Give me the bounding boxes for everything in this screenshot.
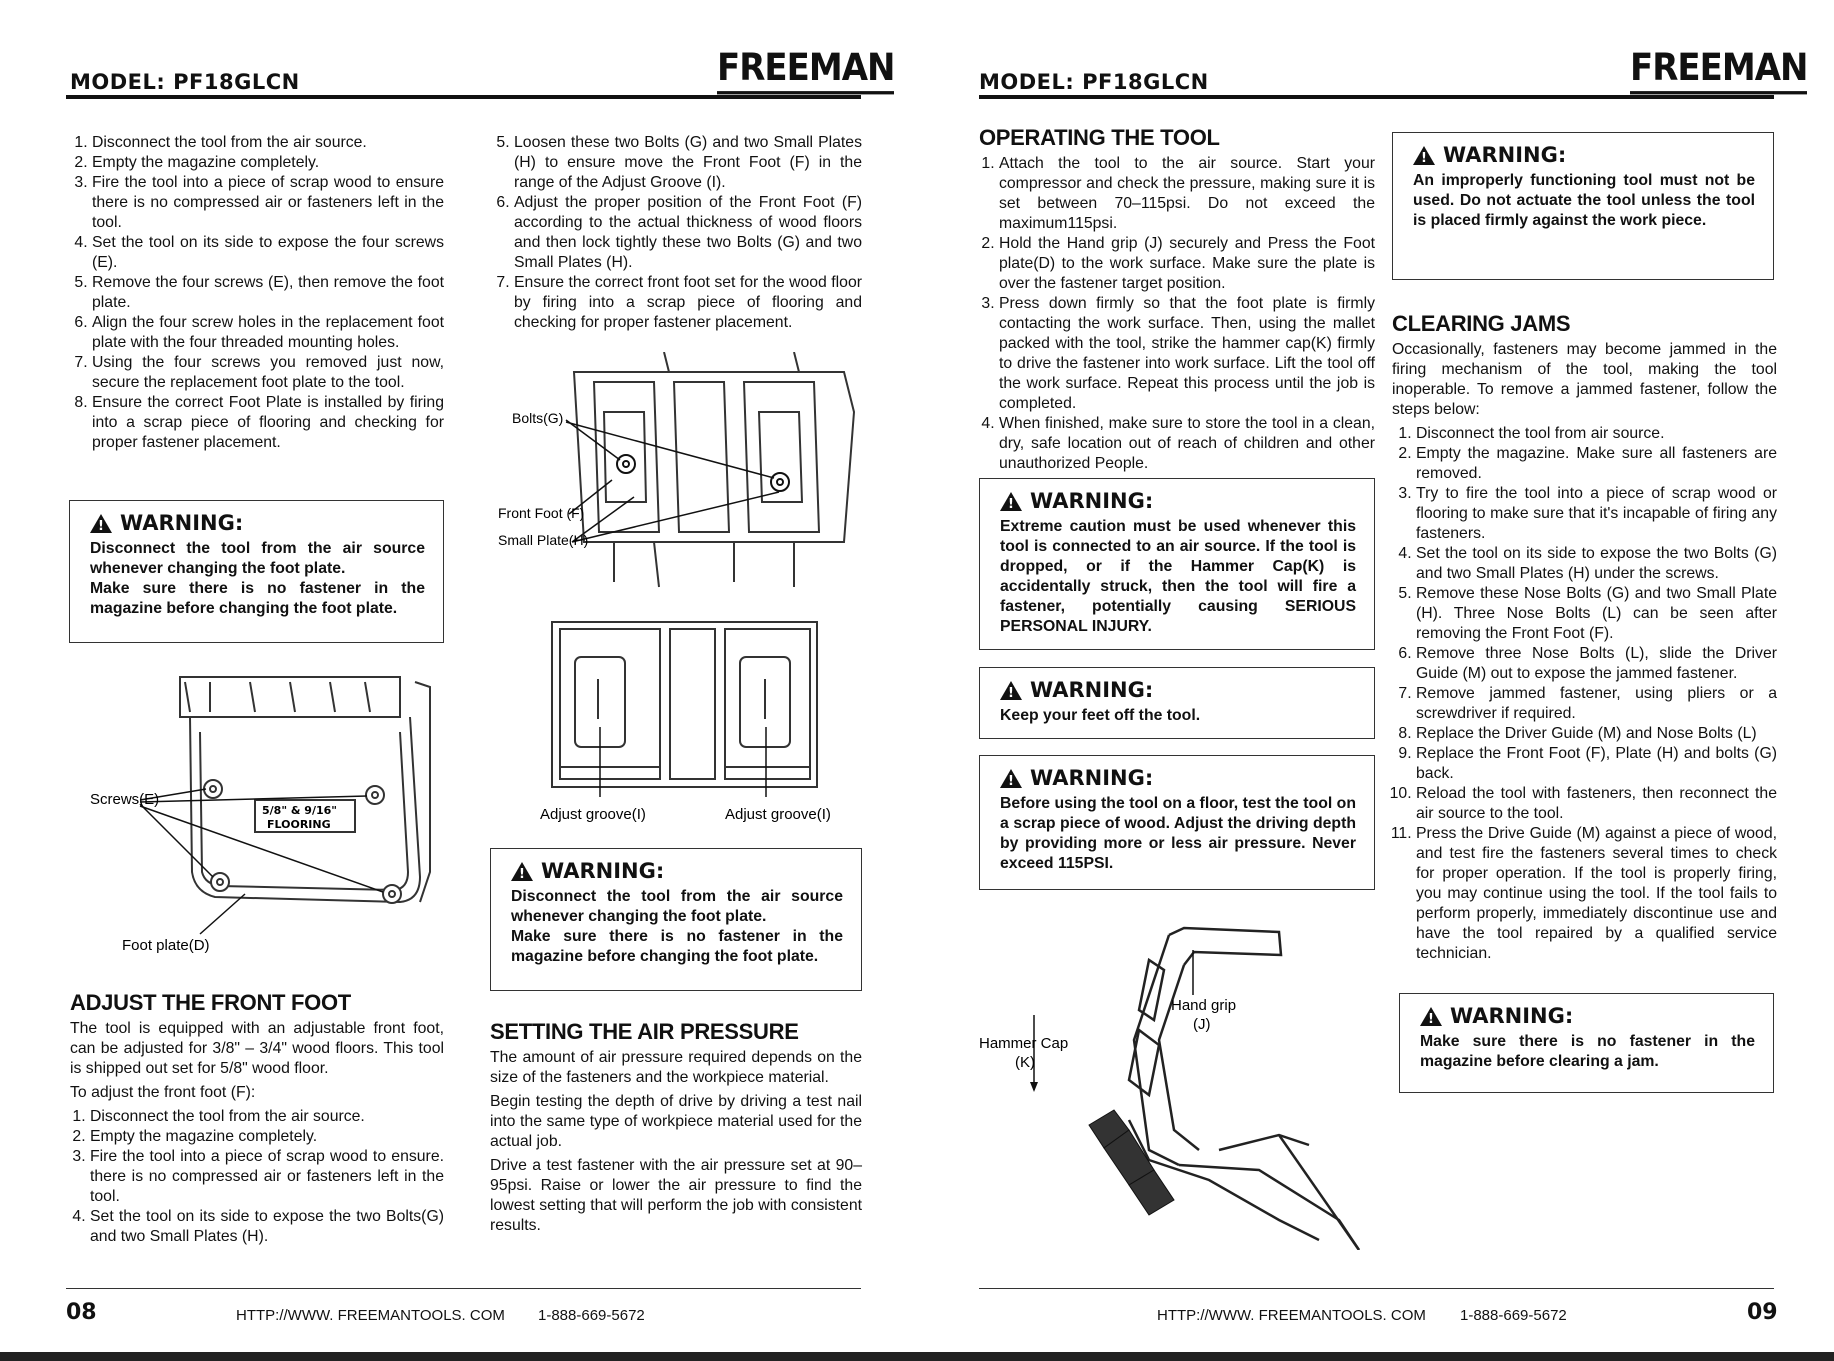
list-item: 1. Disconnect the tool from the air source. bbox=[90, 1107, 444, 1127]
warning-box: ! WARNING: An improperly functioning tool must not be used. Do not actuate the tool unless the tool is placed firmly against the work piece. bbox=[1392, 132, 1774, 280]
list-item: 3. Fire the tool into a piece of scrap wood to ensure there is no compressed air or fasteners left in the tool. bbox=[92, 173, 444, 233]
small-plate-label: Small Plate(H) bbox=[498, 532, 589, 548]
header-rule bbox=[979, 95, 1774, 99]
hand-grip-label: Hand grip bbox=[1171, 997, 1237, 1014]
header-rule bbox=[66, 95, 861, 99]
warning-icon bbox=[90, 514, 112, 533]
model-title: MODEL: PF18GLCN bbox=[70, 70, 300, 94]
warning-box: ! WARNING: Disconnect the tool from the air source whenever changing the foot plate. Make sure there is no fastener in the magazine before changing the foot plate. bbox=[69, 500, 444, 643]
foot-plate-drawing bbox=[70, 672, 450, 962]
flooring-nailer-drawing bbox=[979, 920, 1369, 1250]
warning-box: ! WARNING: Before using the tool on a floor, test the tool on a scrap piece of wood. Adjust the driving depth by providing more or less air pressure. Never exceed 115PSI. bbox=[979, 755, 1375, 890]
list-item: 1. Attach the tool to the air source. Start your compressor and check the pressure, making sure it is set between 70–115psi. Do not exceed the maximum115psi. bbox=[999, 154, 1375, 234]
list-item: 2. Hold the Hand grip (J) securely and Press the Foot plate(D) to the work surface. Make sure the plate is over the fastener target position. bbox=[999, 234, 1375, 294]
right-page bbox=[917, 0, 1834, 1361]
list-item: 6. Adjust the proper position of the Front Foot (F) according to the actual thickness of wood floors and then lock tightly these two Bolts (G) and two Small Plates (H). bbox=[514, 193, 862, 273]
foot-plate-steps bbox=[72, 133, 444, 453]
list-item: 4. Set the tool on its side to expose the two Bolts(G) and two Small Plates (H). bbox=[90, 1207, 444, 1247]
list-item: 6. Remove three Nose Bolts (L), slide the Driver Guide (M) out to expose the jammed fastener. bbox=[1416, 644, 1777, 684]
list-item: 5. Remove these Nose Bolts (G) and two Small Plate (H). Three Nose Bolts (L) can be seen after removing the Front Foot (F). bbox=[1416, 584, 1777, 644]
list-item: 1. Disconnect the tool from air source. bbox=[1416, 424, 1777, 444]
warning-icon bbox=[1000, 492, 1022, 511]
warning-icon bbox=[1000, 769, 1022, 788]
list-item: 4. When finished, make sure to store the tool in a clean, dry, safe location out of reach of children and other unauthorized People. bbox=[999, 414, 1375, 474]
list-item: 2. Empty the magazine completely. bbox=[90, 1127, 444, 1147]
warning-icon bbox=[1413, 146, 1435, 165]
screws-label: Screws(E) bbox=[90, 791, 160, 808]
model-title: MODEL: PF18GLCN bbox=[979, 70, 1209, 94]
list-item: 8. Replace the Driver Guide (M) and Nose Bolts (L) bbox=[1416, 724, 1777, 744]
warning-icon bbox=[1420, 1007, 1442, 1026]
page-number: 08 bbox=[66, 1300, 97, 1325]
list-item: 7. Ensure the correct front foot set for the wood floor by firing into a scrap piece of flooring and checking for proper fastener placement. bbox=[514, 273, 862, 333]
list-item: 10. Reload the tool with fasteners, then reconnect the air source to the tool. bbox=[1416, 784, 1777, 824]
footer-phone: 1-888-669-5672 bbox=[1460, 1307, 1567, 1324]
clearing-jams-section: CLEARING JAMS Occasionally, fasteners may become jammed in the firing mechanism of the tool, making the tool inoperable. To remove a jammed fastener, follow the steps below: 1. Disconnect the tool from air source. 2. Empty the magazine. Make sure all fasteners are removed. 3. Try to fire the tool into a piece of scrap wood or flooring to make sure that it's incapable of firing any fasteners. 4. Set the tool on its side to expose the two Bolts (G) and two Small Plates (H) under the screws. 5. Remove these Nose Bolts (G) and two Small Plate (H). Three Nose Bolts (L) can be seen after removing the Front Foot (F). 6. Remove three Nose Bolts (L), slide the Driver Guide (M) out to expose the jammed fastener. 7. Remove jammed fastener, using pliers or a screwdriver if required. 8. Replace the Driver Guide (M) and Nose Bolts (L) 9. Replace the Front Foot (F), Plate (H) and bolts (G) back. 10. Reload the tool with fasteners, then reconnect the air source to the tool. 11. Press the Drive Guide (M) against a piece of wood, and test fire the fasteners several times to check for proper operation. If the tool is properly firing, you may continue using the tool. If the tool fails to perform properly, immediately discontinue use and have the tool repaired by a qualified service technician. bbox=[1392, 314, 1777, 964]
scan-bottom-band bbox=[0, 1352, 1834, 1361]
list-item: 5. Loosen these two Bolts (G) and two Small Plates (H) to ensure move the Front Foot (F) in the range of the Adjust Groove (I). bbox=[514, 133, 862, 193]
page-number: 09 bbox=[1747, 1300, 1778, 1325]
hand-grip-letter: (J) bbox=[1193, 1016, 1211, 1033]
operating-section bbox=[979, 125, 1375, 474]
list-item: 2. Empty the magazine. Make sure all fasteners are removed. bbox=[1416, 444, 1777, 484]
list-item: 1. Disconnect the tool from the air source. bbox=[92, 133, 444, 153]
footer-rule bbox=[979, 1288, 1774, 1289]
list-item: 5. Remove the four screws (E), then remove the foot plate. bbox=[92, 273, 444, 313]
adjust-front-foot-section: ADJUST THE FRONT FOOT The tool is equipped with an adjustable front foot, can be adjusted for 3/8" – 3/4" wood floors. This tool is shipped out set for 5/8" wood floor. To adjust the front foot (F): 1. Disconnect the tool from the air source. 2. Empty the magazine completely. 3. Fire the tool into a piece of scrap wood to ensure. there is no compressed air or fasteners left in the tool. 4. Set the tool on its side to expose the two Bolts(G) and two Small Plates (H). bbox=[70, 993, 444, 1247]
list-item: 3. Try to fire the tool into a piece of scrap wood or flooring to make sure that it's incapable of firing any fasteners. bbox=[1416, 484, 1777, 544]
hammer-cap-label: Hammer Cap bbox=[979, 1035, 1069, 1052]
section-heading: ADJUST THE FRONT FOOT bbox=[70, 990, 351, 1015]
warning-icon bbox=[511, 862, 533, 881]
groove-right-label: Adjust groove(I) bbox=[725, 806, 831, 823]
foot-plate-figure bbox=[70, 672, 450, 962]
air-pressure-section: SETTING THE AIR PRESSURE The amount of air pressure required depends on the size of the fasteners and the workpiece material. Begin testing the depth of drive by driving a test nail into the same type of workpiece material used for the actual job. Drive a test fastener with the air pressure set at 90–95psi. Raise or lower the air pressure to find the lowest setting that will perform the job with consistent results. bbox=[490, 1019, 862, 1234]
front-foot-figure bbox=[494, 352, 864, 592]
plate-flooring-text: FLOORING bbox=[267, 818, 331, 831]
list-item: 2. Empty the magazine completely. bbox=[92, 153, 444, 173]
adjust-groove-drawing bbox=[540, 617, 860, 827]
warning-box: ! WARNING: Disconnect the tool from the air source whenever changing the foot plate. Make sure there is no fastener in the magazine before changing the foot plate. bbox=[490, 848, 862, 991]
section-heading: OPERATING THE TOOL bbox=[979, 125, 1220, 150]
list-item: 3. Fire the tool into a piece of scrap wood to ensure. there is no compressed air or fasteners left in the tool. bbox=[90, 1147, 444, 1207]
section-heading: CLEARING JAMS bbox=[1392, 311, 1571, 336]
footer-url: HTTP://WWW. FREEMANTOOLS. COM bbox=[236, 1307, 505, 1324]
list-item: 6. Align the four screw holes in the replacement foot plate with the four threaded mounting holes. bbox=[92, 313, 444, 353]
flooring-nailer-figure bbox=[979, 920, 1369, 1250]
footer-phone: 1-888-669-5672 bbox=[538, 1307, 645, 1324]
bolts-label: Bolts(G) bbox=[512, 410, 564, 426]
warning-box: ! WARNING: Make sure there is no fastener in the magazine before clearing a jam. bbox=[1399, 993, 1774, 1093]
freeman-logo: FREEMAN bbox=[1630, 48, 1807, 88]
warning-box: ! WARNING: Keep your feet off the tool. bbox=[979, 667, 1375, 739]
list-item: 4. Set the tool on its side to expose the two Bolts (G) and two Small Plates (H) under the screws. bbox=[1416, 544, 1777, 584]
footer-rule bbox=[66, 1288, 861, 1289]
adjust-groove-figure bbox=[540, 617, 860, 827]
plate-size-text: 5/8" & 9/16" bbox=[262, 804, 338, 817]
list-item: 11. Press the Drive Guide (M) against a piece of wood, and test fire the fasteners several times to check for proper operation. If the tool is properly firing, you may continue using the tool. If the tool fails to perform properly, immediately discontinue use and have the tool repaired by a qualified service technician. bbox=[1416, 824, 1777, 964]
list-item: 7. Remove jammed fastener, using pliers or a screwdriver if required. bbox=[1416, 684, 1777, 724]
list-item: 3. Press down firmly so that the foot plate is firmly contacting the work surface. Then, using the mallet packed with the tool, strike the hammer cap(K) firmly to drive the fastener into work surface. Lift the tool off the work surface. Repeat this process until the job is completed. bbox=[999, 294, 1375, 414]
groove-left-label: Adjust groove(I) bbox=[540, 806, 646, 823]
front-foot-drawing bbox=[494, 352, 864, 592]
list-item: 4. Set the tool on its side to expose the four screws (E). bbox=[92, 233, 444, 273]
list-item: 7. Using the four screws you removed just now, secure the replacement foot plate to the tool. bbox=[92, 353, 444, 393]
list-item: 9. Replace the Front Foot (F), Plate (H) and bolts (G) back. bbox=[1416, 744, 1777, 784]
section-heading: SETTING THE AIR PRESSURE bbox=[490, 1019, 799, 1044]
front-foot-steps bbox=[494, 133, 862, 333]
foot-plate-label: Foot plate(D) bbox=[122, 937, 210, 954]
warning-icon bbox=[1000, 681, 1022, 700]
warning-box: ! WARNING: Extreme caution must be used whenever this tool is connected to an air source. If the tool is dropped, or if the Hammer Cap(K) is accidentally struck, then the tool will fire a fastener, potentially causing SERIOUS PERSONAL INJURY. bbox=[979, 478, 1375, 650]
front-foot-label: Front Foot (F) bbox=[498, 505, 585, 521]
footer-url: HTTP://WWW. FREEMANTOOLS. COM bbox=[1157, 1307, 1426, 1324]
freeman-logo: FREEMAN bbox=[717, 48, 894, 88]
hammer-cap-letter: (K) bbox=[1015, 1054, 1035, 1071]
list-item: 8. Ensure the correct Foot Plate is installed by firing into a scrap piece of flooring and checking for proper fastener placement. bbox=[92, 393, 444, 453]
